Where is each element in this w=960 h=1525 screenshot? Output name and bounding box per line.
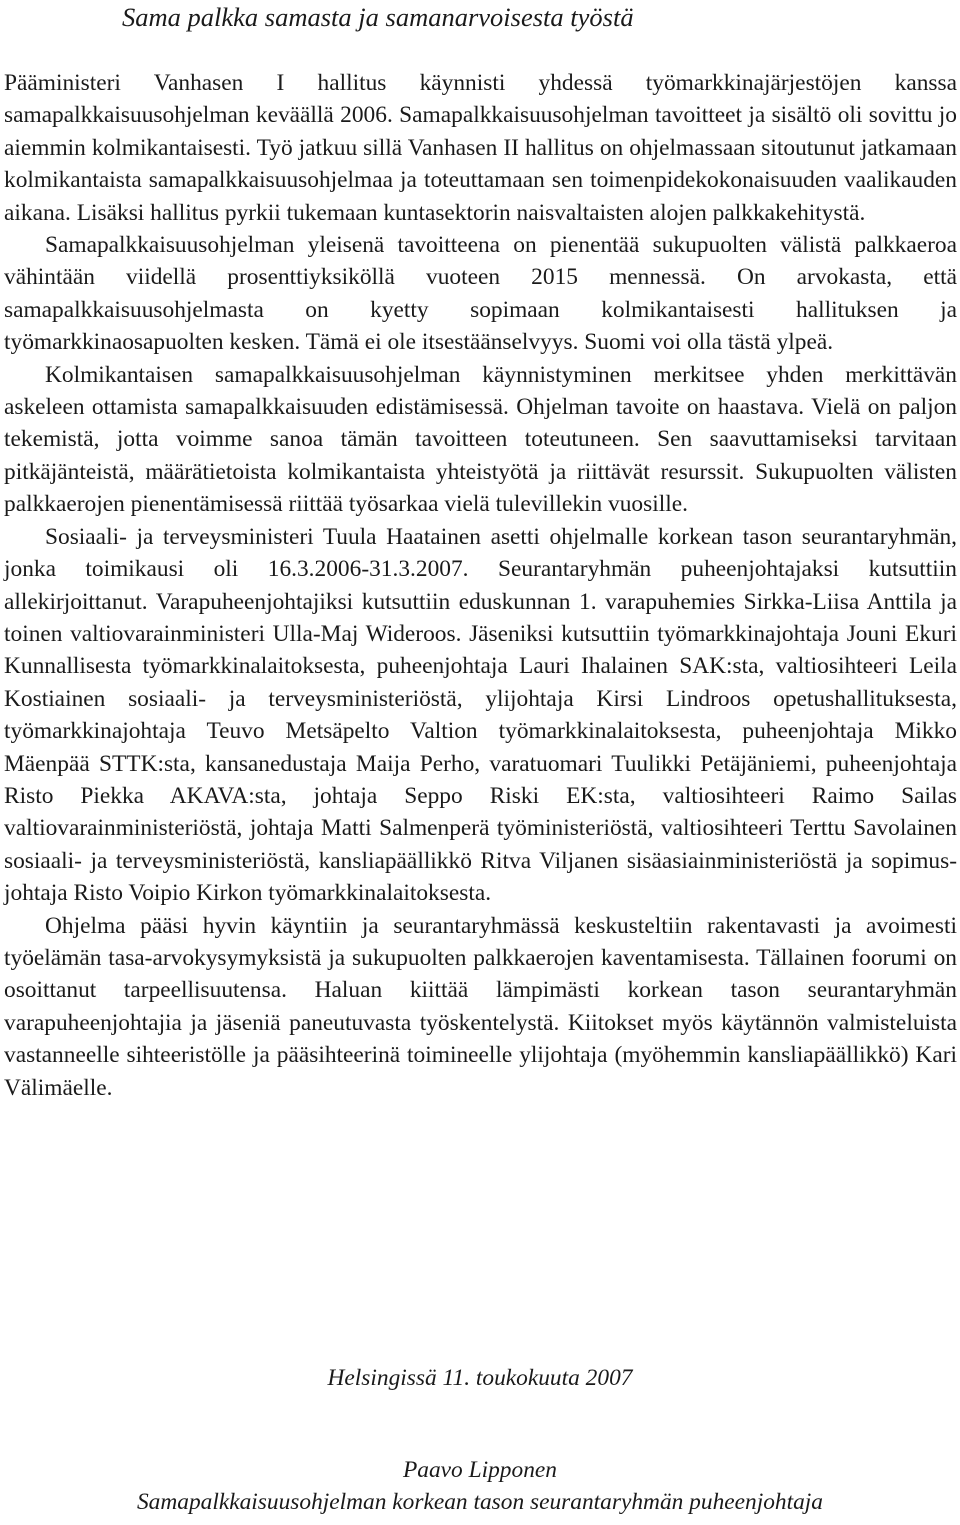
signer-name: Paavo Lipponen	[403, 1457, 557, 1483]
signer-role: Samapalkkaisuusohjelman korkean tason seurantaryhmän puheenjohtaja	[136, 1489, 824, 1515]
place-and-date: Helsingissä 11. toukokuuta 2007	[327, 1365, 633, 1391]
document-body	[4, 67, 957, 1104]
body-paragraph-2: Samapalkkaisuusohjelman yleisenä tavoitteena on pienentää sukupuolten välistä palkkaeroa vähintään viidellä prosenttiyksiköllä vuoteen 2015 mennessä. On arvokasta, että samapalkkaisuusohjelmasta on kyetty sopimaan kolmikantaisesti hallituksen ja työmarkkinaosapuolten kesken. Tämä ei ole itsestäänselvyys. Suomi voi olla tästä ylpeä.	[4, 232, 957, 356]
body-paragraph-1: Pääministeri Vanhasen I hallitus käynnisti yhdessä työmarkkinajärjestöjen kanssa samapalkkaisuusohjelman keväällä 2006. Samapalkkaisuusohjelman tavoitteet ja sisältö oli sovittu jo aiemmin kolmikantaisesti. Työ jatkuu sillä Vanhasen II hallitus on ohjelmassaan sitoutunut jatkamaan kolmikantaista samapalkkaisuusohjelmaa ja toteuttamaan sen toimenpidekokonaisuuden vaalikauden aikana. Lisäksi hallitus pyrkii tukemaan kuntasektorin naisvaltaisten alojen palkkakehitystä.	[4, 70, 957, 226]
body-paragraph-3: Kolmikantaisen samapalkkaisuusohjelman käynnistyminen merkitsee yhden merkittävän askeleen ottamista samapalkkaisuuden edistämisessä. Ohjelman tavoite on haastava. Vielä on paljon tekemistä, jotta voimme sanoa tämän tavoitteen toteutuneen. Sen saavuttamiseksi tarvitaan pitkäjänteistä, määrätietoista kolmikantaista yhteistyötä ja riittävät resurssit. Sukupuolten välisten palkkaerojen pienentämisessä riittää työsarkaa vielä tulevillekin vuosille.	[4, 361, 957, 518]
document-title: Sama palkka samasta ja samanarvoisesta työstä	[122, 2, 634, 32]
body-paragraph-4: Sosiaali- ja terveysministeri Tuula Haatainen asetti ohjelmalle korkean tason seurantaryhmän, jonka toimikausi oli 16.3.2006-31.3.2007. Seurantaryhmän puheenjohtajaksi kutsuttiin allekirjoittanut. Varapuheenjohtajiksi kutsuttiin eduskunnan 1. varapuhemies Sirkka-Liisa Anttila ja toinen valtiovarainministeri Ulla-Maj Wideroos. Jäseniksi kutsuttiin työmarkkinajohtaja Jouni Ekuri Kunnallisesta työmarkkinalaitoksesta, puheenjohtaja Lauri Ihalainen SAK:sta, valtiosihteeri Leila Kostiainen sosiaali- ja terveysministeriöstä, ylijohtaja Kirsi Lindroos opetushallituksesta, työmarkkinajohtaja Teuvo Metsäpelto Valtion työmarkkinalaitoksesta, puheenjohtaja Mikko Mäenpää STTK:sta, kansanedustaja Maija Perho, varatuomari Tuulikki Petäjäniemi, puheenjohtaja Risto Piekka AKAVA:sta, johtaja Seppo Riski EK:sta, valtiosihteeri Raimo Sailas valtiovarainministeriöstä, johtaja Matti Salmenperä työministeriöstä, valtiosihteeri Terttu Savolainen sosiaali- ja terveysministeriöstä, kansliapäällikkö Ritva Viljanen sisäasiainministeriöstä ja sopimusjohtaja Risto Voipio Kirkon työmarkkinalaitoksesta.	[4, 523, 957, 907]
body-paragraph-5: Ohjelma pääsi hyvin käyntiin ja seurantaryhmässä keskusteltiin rakentavasti ja avoimesti työelämän tasa-arvokysymyksistä ja sukupuolten palkkaerojen kaventamisesta. Tällainen foorumi on osoittanut tarpeellisuutensa. Haluan kiittää lämpimästi korkean tason seurantaryhmän varapuheenjohtajia ja jäseniä paneutuvasta työskentelystä. Kiitokset myös käytännön valmisteluista vastanneelle sihteeristölle ja pääsihteerinä toimineelle ylijohtaja (myöhemmin kansliapäällikkö) Kari Välimäelle.	[4, 912, 957, 1101]
